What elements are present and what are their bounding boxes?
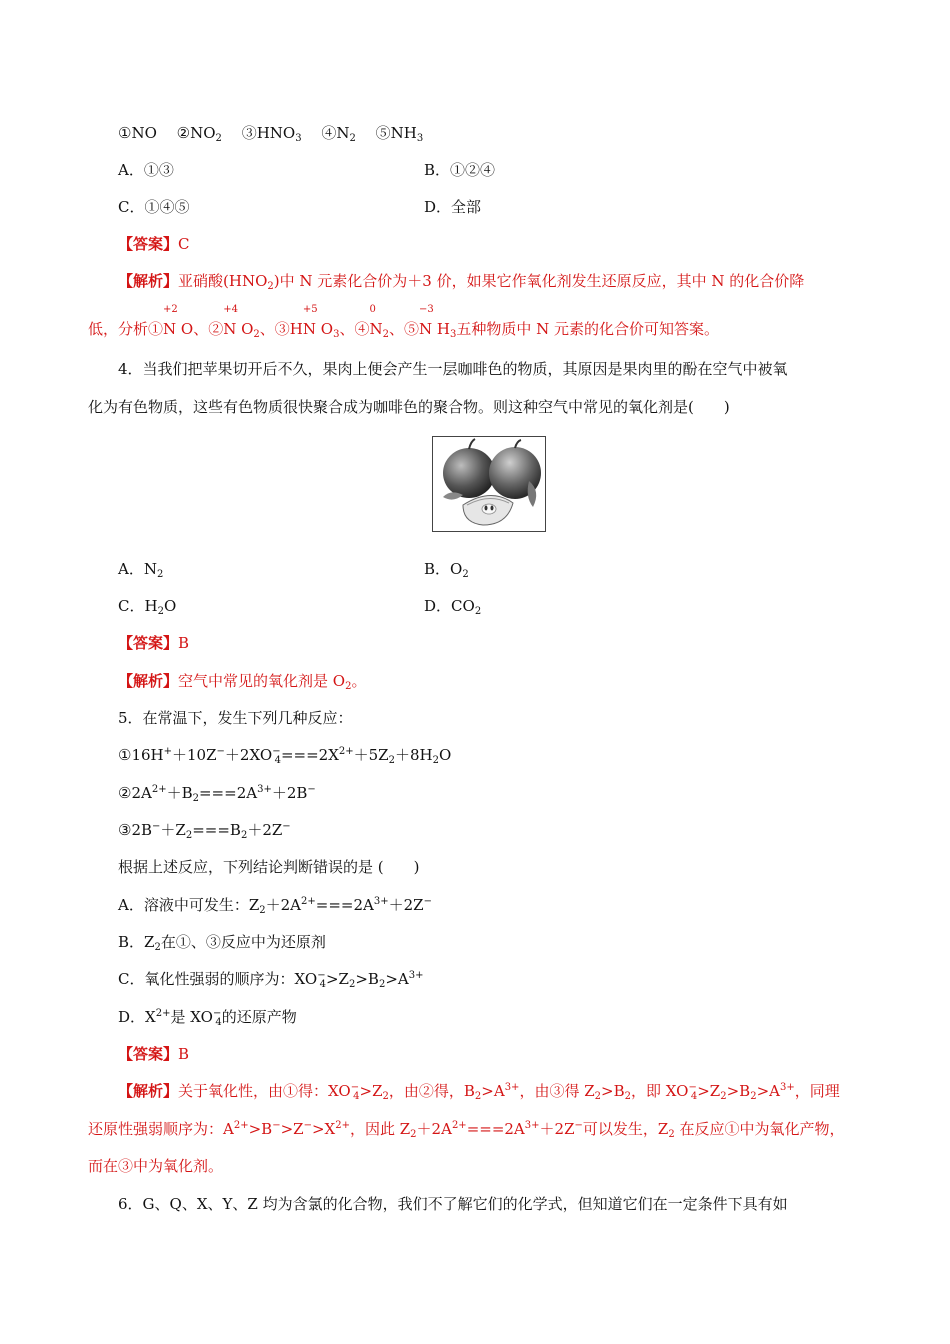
q5-option-a: A．溶液中可发生：$Z_2+2A^{2+}===2A^{3+}+2Z^-$ — [118, 896, 432, 916]
q3-option-c: C．①④⑤ — [118, 198, 190, 216]
oxidation-state: +4 — [223, 304, 238, 315]
oxidation-state: +2 — [163, 304, 178, 315]
q5-analysis-line3: 而在③中为氧化剂。 — [88, 1157, 224, 1175]
q5-reaction-3: $③2B^-+Z_2===B_2+2Z^-$ — [118, 821, 291, 841]
q5-reaction-1: $①16H^++10Z^-+2XO^-_4===2X^{2+}+5Z_2+8H_2O$ — [118, 746, 452, 766]
q3-analysis-line2: 低，分析① +2 N O、② +4 N $O_2$、③H +5 N $O_3$、④ 0 $N_2$、⑤ −3 N $H_3$五种物质中 N 元素的化合价可知答案。 — [88, 304, 720, 340]
q4-stem-line2: 化为有色物质，这些有色物质很快聚合成为咖啡色的聚合物。则这种空气中常见的氧化剂是( ) — [88, 398, 730, 416]
q3-option-b: B．①②④ — [424, 161, 496, 179]
q5-option-d: D．$X^{2+}$是 $XO^-_4$的还原产物 — [118, 1008, 297, 1028]
oxidation-state: −3 — [419, 304, 434, 315]
q5-option-c: C．氧化性强弱的顺序为：$XO^-_4>Z_2>B_2>A^{3+}$ — [118, 970, 424, 990]
q5-option-b: B．$Z_2$在①、③反应中为还原剂 — [118, 933, 326, 953]
q4-option-b: B．$O_2$ — [424, 560, 469, 580]
q4-option-a: A．$N_2$ — [118, 560, 164, 580]
q4-answer: 【答案】B — [118, 634, 190, 652]
apple-illustration — [433, 437, 545, 531]
q6-stem-line1: 6．G、Q、X、Y、Z 均为含氯的化合物，我们不了解它们的化学式，但知道它们在一定条件下具有如 — [118, 1195, 788, 1213]
q3-option-d: D．全部 — [424, 198, 482, 216]
q4-stem-line1: 4．当我们把苹果切开后不久，果肉上便会产生一层咖啡色的物质，其原因是果肉里的酚在空气中被氧 — [118, 360, 788, 378]
q3-answer: 【答案】C — [118, 235, 190, 253]
q5-reaction-2: $②2A^{2+}+B_2===2A^{3+}+2B^-$ — [118, 784, 316, 804]
q4-option-c: C．$H_2O$ — [118, 597, 177, 617]
q5-analysis-line1: 【解析】关于氧化性，由①得：$XO^-_4>Z_2$，由②得，$B_2>A^{3+}$，由③得 $Z_2>B_2$，即 $XO^-_4>Z_2>B_2>A^{3+}$，同理 — [118, 1082, 840, 1102]
q3-analysis-line1: 【解析】亚硝酸$(HNO_2)$中 N 元素化合价为＋3 价，如果它作氧化剂发生还原反应，其中 N 的化合价降 — [118, 272, 805, 292]
q3-option-a: A．①③ — [118, 161, 174, 179]
oxidation-state: +5 — [302, 304, 318, 315]
q5-question: 根据上述反应，下列结论判断错误的是 ( ) — [118, 858, 420, 876]
q5-stem: 5．在常温下，发生下列几种反应： — [118, 709, 353, 727]
apple-photo — [432, 436, 546, 532]
oxidation-state: 0 — [369, 304, 376, 315]
q4-analysis: 【解析】空气中常见的氧化剂是 $O_2$。 — [118, 672, 367, 692]
q5-answer: 【答案】B — [118, 1045, 190, 1063]
q3-items: ①NO $②NO_2$ $③HNO_3$ $④N_2$ $⑤NH_3$ — [118, 124, 424, 144]
q5-analysis-line2: 还原性强弱顺序为：$A^{2+}>B^->Z^->X^{2+}$，因此 $Z_2+2A^{2+}===2A^{3+}+2Z^-$可以发生，$Z_2$ 在反应①中为氧化产物， — [88, 1120, 845, 1140]
q4-option-d: D．$CO_2$ — [424, 597, 482, 617]
